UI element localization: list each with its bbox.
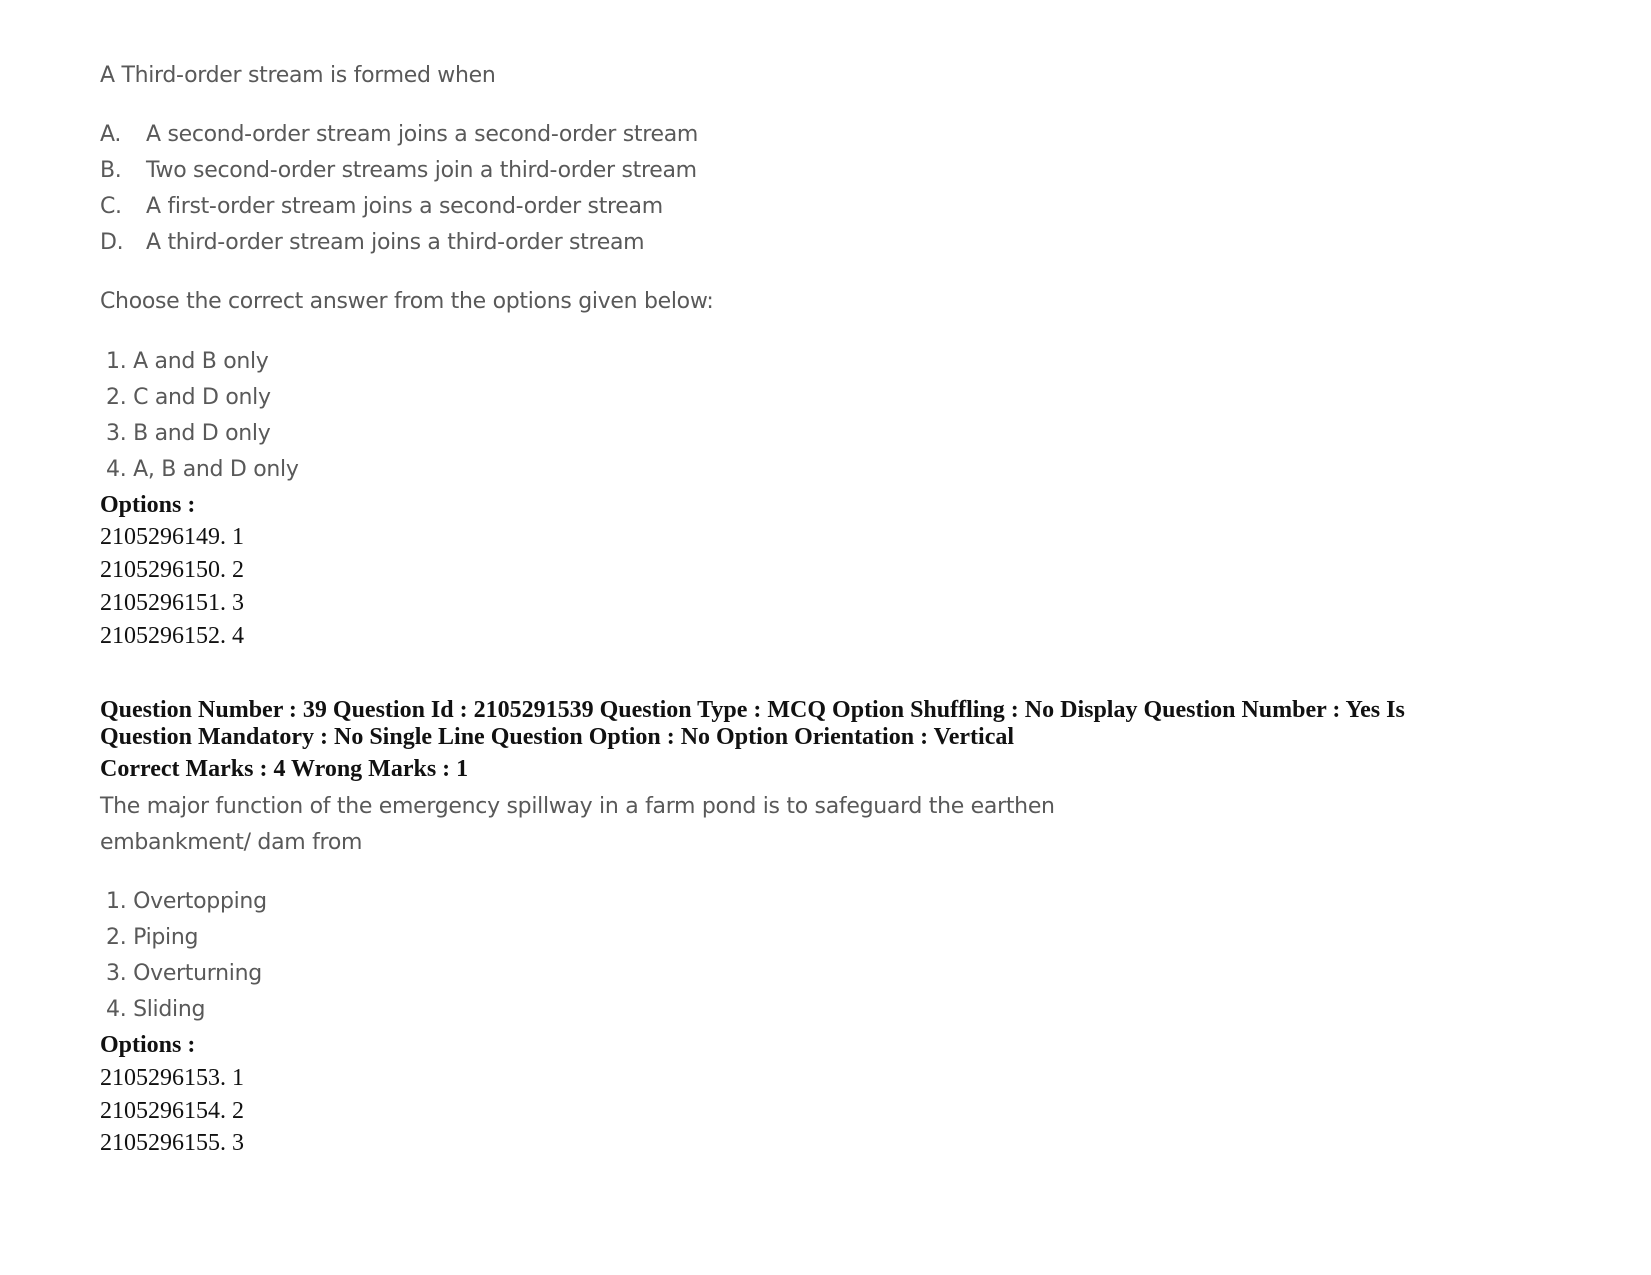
question-marks: Correct Marks : 4 Wrong Marks : 1 <box>100 756 469 782</box>
question-meta-line-2: Question Mandatory : No Single Line Question Option : No Option Orientation : Vertical <box>100 724 1015 750</box>
choice-item: 2. Piping <box>106 925 199 950</box>
choice-item: 1. Overtopping <box>106 889 267 914</box>
statement-text: A second-order stream joins a second-order stream <box>146 122 699 147</box>
statement-letter: D. <box>100 230 124 255</box>
option-id: 2105296151. 3 <box>100 590 244 616</box>
statement-letter: C. <box>100 194 122 219</box>
option-id: 2105296155. 3 <box>100 1130 244 1156</box>
choice-item: 4. A, B and D only <box>106 457 299 482</box>
statement-letter: B. <box>100 158 122 183</box>
question-stem: A Third-order stream is formed when <box>100 63 496 88</box>
statement-c <box>100 192 663 222</box>
option-id: 2105296152. 4 <box>100 623 244 649</box>
question-meta-line-1: Question Number : 39 Question Id : 2105291539 Question Type : MCQ Option Shuffling : No Display Question Number : Yes Is <box>100 697 1405 723</box>
question-stem-line-2: embankment/ dam from <box>100 830 363 855</box>
option-id: 2105296150. 2 <box>100 557 244 583</box>
statement-text: A first-order stream joins a second-order stream <box>146 194 663 219</box>
option-id: 2105296149. 1 <box>100 524 244 550</box>
statement-text: A third-order stream joins a third-order stream <box>146 230 645 255</box>
question-stem-line-1: The major function of the emergency spillway in a farm pond is to safeguard the earthen <box>100 794 1055 819</box>
option-id: 2105296154. 2 <box>100 1098 244 1124</box>
choice-item: 3. Overturning <box>106 961 262 986</box>
options-label: Options : <box>100 492 196 518</box>
options-label: Options : <box>100 1032 196 1058</box>
statement-a <box>100 120 698 150</box>
statement-letter: A. <box>100 122 122 147</box>
choice-item: 4. Sliding <box>106 997 206 1022</box>
instruction-text: Choose the correct answer from the options given below: <box>100 289 714 314</box>
statement-text: Two second-order streams join a third-order stream <box>146 158 697 183</box>
option-id: 2105296153. 1 <box>100 1065 244 1091</box>
choice-item: 1. A and B only <box>106 349 269 374</box>
choice-item: 3. B and D only <box>106 421 271 446</box>
choice-item: 2. C and D only <box>106 385 271 410</box>
statement-d <box>100 228 644 258</box>
statement-b <box>100 156 697 186</box>
